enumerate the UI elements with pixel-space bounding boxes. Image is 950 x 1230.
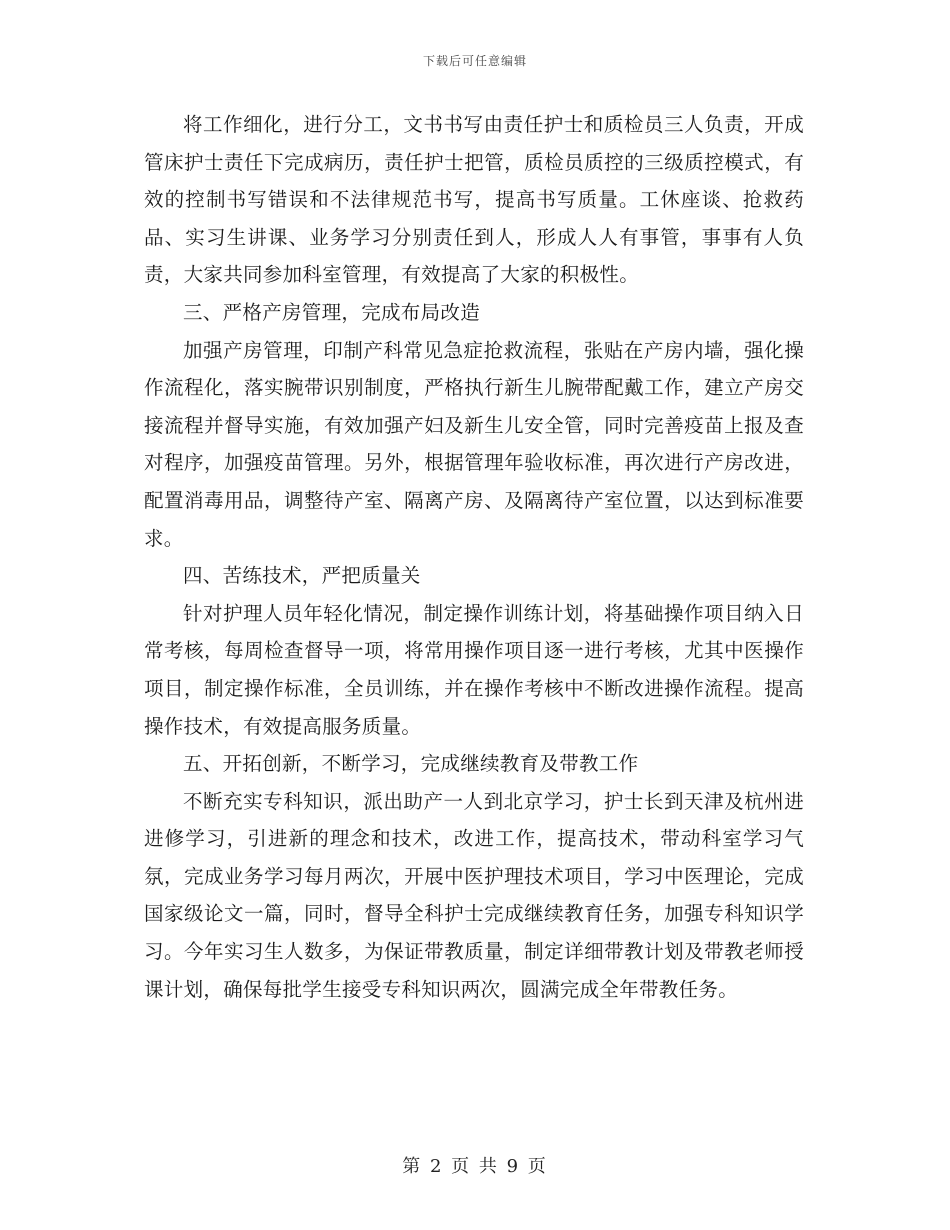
document-body — [144, 106, 804, 1008]
page-header: 下载后可任意编辑 — [422, 54, 527, 68]
paragraph-delivery-room: 加强产房管理，印制产科常见急症抢救流程，张贴在产房内墙，强化操作流程化，落实腕带识别制度，严格执行新生儿腕带配戴工作，建立产房交接流程并督导实施，有效加强产妇及新生儿安全管，同时完善疫苗上报及查对程序，加强疫苗管理。另外，根据管理年验收标准，再次进行产房改进，配置消毒用品，调整待产室、隔离产房、及隔离待产室位置，以达到标准要求。 — [144, 338, 804, 550]
paragraph-skills: 针对护理人员年轻化情况，制定操作训练计划，将基础操作项目纳入日常考核，每周检查督导一项，将常用操作项目逐一进行考核，尤其中医操作项目，制定操作标准，全员训练，并在操作考核中不断改进操作流程。提高操作技术，有效提高服务质量。 — [144, 601, 804, 738]
paragraph-education: 不断充实专科知识，派出助产一人到北京学习，护士长到天津及杭州进进修学习，引进新的理念和技术，改进工作，提高技术，带动科室学习气氛，完成业务学习每月两次，开展中医护理技术项目，学习中医理论，完成国家级论文一篇，同时，督导全科护士完成继续教育任务，加强专科知识学习。今年实习生人数多，为保证带教质量，制定详细带教计划及带教老师授课计划，确保每批学生接受专科知识两次，圆满完成全年带教任务。 — [144, 789, 804, 1001]
page-number-footer: 第 2 页 共 9 页 — [402, 1156, 548, 1177]
section-heading-skills: 四、苦练技术，严把质量关 — [183, 564, 421, 588]
paragraph-workflow: 将工作细化，进行分工，文书书写由责任护士和质检员三人负责，开成管床护士责任下完成病历，责任护士把管，质检员质控的三级质控模式，有效的控制书写错误和不法律规范书写，提高书写质量。工休座谈、抢救药品、实习生讲课、业务学习分别责任到人，形成人人有事管，事事有人负责，大家共同参加科室管理，有效提高了大家的积极性。 — [144, 113, 804, 287]
section-heading-delivery-room: 三、严格产房管理，完成布局改造 — [183, 300, 481, 324]
section-heading-education: 五、开拓创新，不断学习，完成继续教育及带教工作 — [183, 752, 639, 776]
